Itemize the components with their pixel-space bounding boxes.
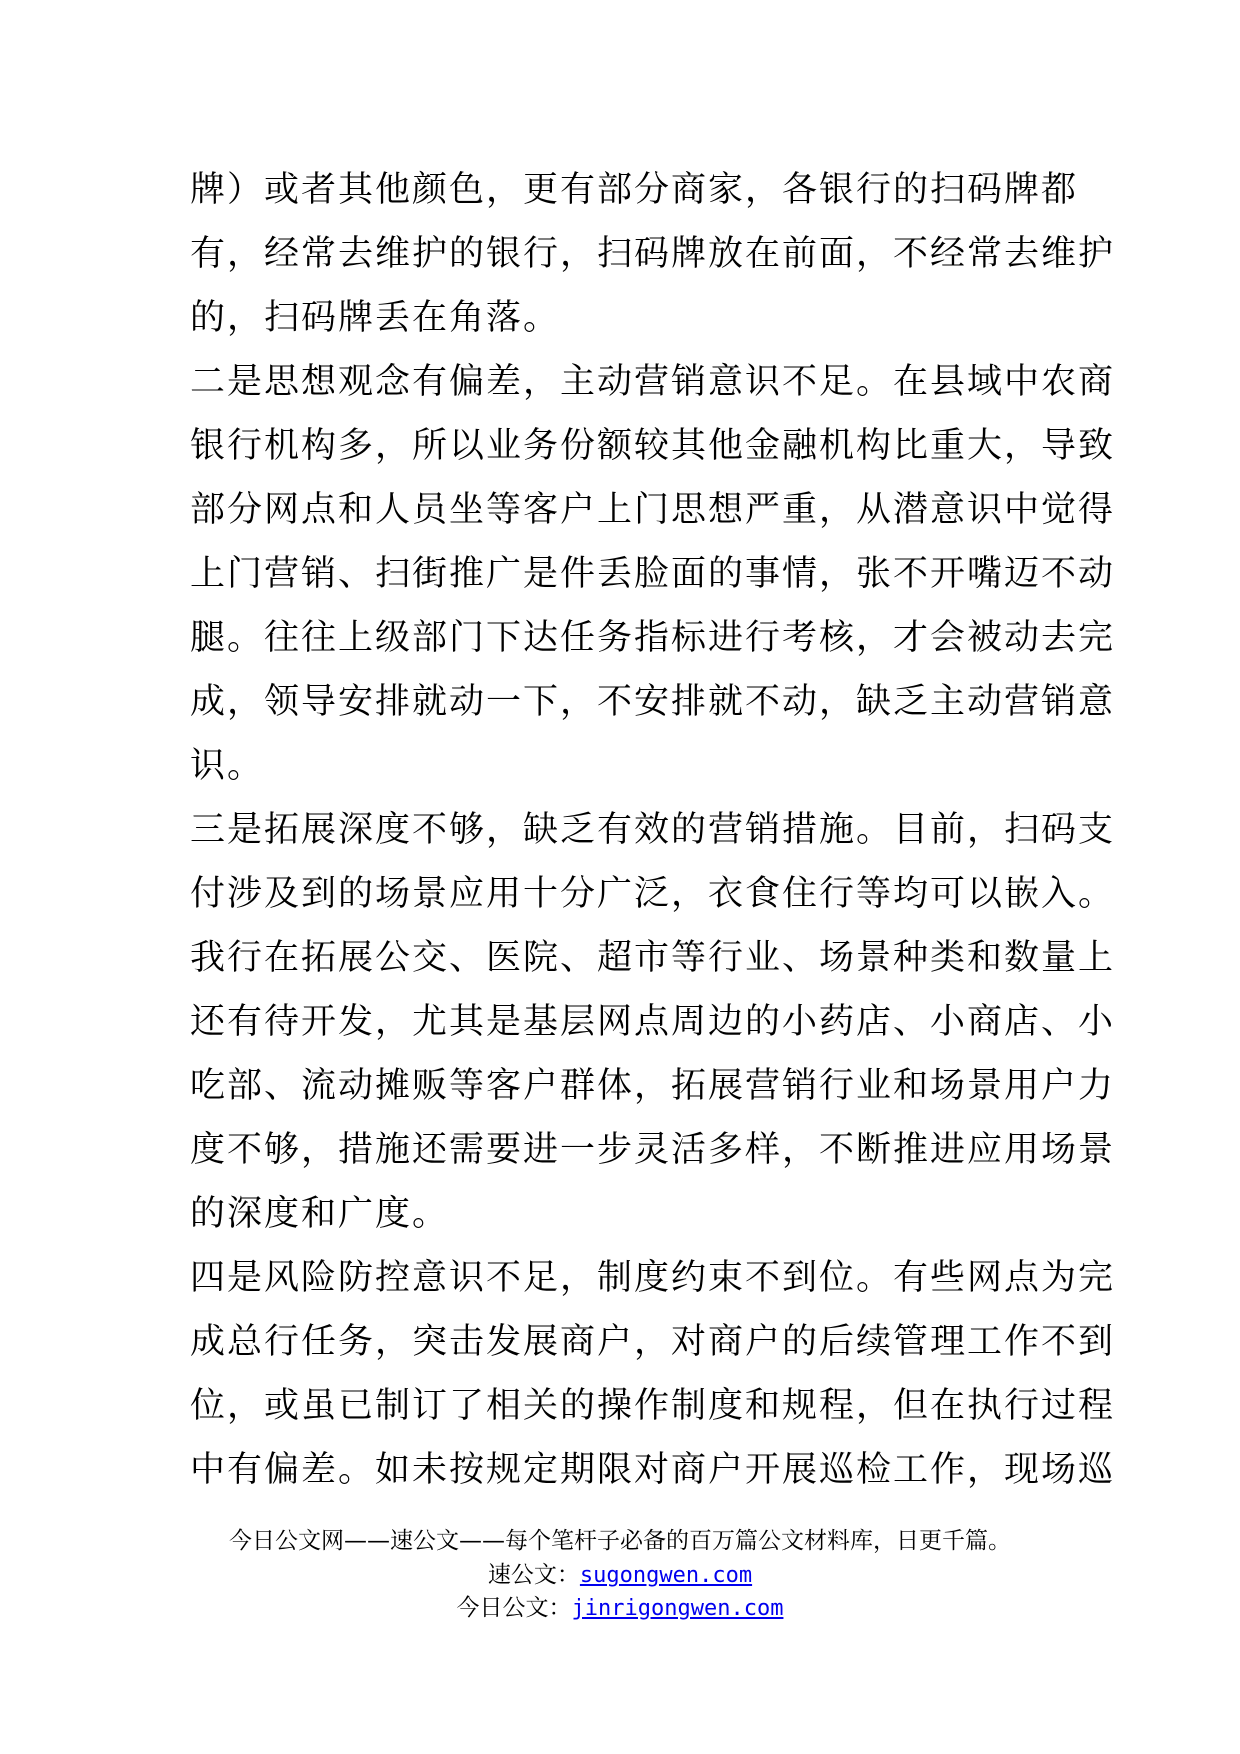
sugongwen-link[interactable]: sugongwen.com [579, 1563, 753, 1588]
footer-site-1-label: 速公文： [487, 1562, 580, 1588]
text-line: 位，或虽已制订了相关的操作制度和规程，但在执行过程 [190, 1386, 1116, 1426]
text-line: 成，领导安排就动一下，不安排就不动，缺乏主动营销意 [190, 682, 1116, 722]
text-line: 吃部、流动摊贩等客户群体，拓展营销行业和场景用户力 [190, 1066, 1116, 1106]
footer-site-2 [0, 1593, 1240, 1624]
text-line: 三是拓展深度不够，缺乏有效的营销措施。目前，扫码支 [190, 810, 1116, 850]
text-line: 银行机构多，所以业务份额较其他金融机构比重大，导致 [190, 426, 1116, 466]
text-line: 付涉及到的场景应用十分广泛，衣食住行等均可以嵌入。 [190, 874, 1116, 914]
text-line: 还有待开发，尤其是基层网点周边的小药店、小商店、小 [190, 1002, 1116, 1042]
text-line: 牌）或者其他颜色，更有部分商家，各银行的扫码牌都 [190, 170, 1079, 210]
footer-site-2-label: 今日公文： [456, 1595, 572, 1621]
text-line: 二是思想观念有偏差，主动营销意识不足。在县域中农商 [190, 362, 1116, 402]
text-line: 的深度和广度。 [190, 1194, 450, 1234]
text-line: 我行在拓展公交、医院、超市等行业、场景种类和数量上 [190, 938, 1116, 978]
footer-site-1 [0, 1560, 1240, 1591]
text-line: 有，经常去维护的银行，扫码牌放在前面，不经常去维护 [190, 234, 1116, 274]
text-line: 度不够，措施还需要进一步灵活多样，不断推进应用场景 [190, 1130, 1116, 1170]
text-line: 腿。往往上级部门下达任务指标进行考核，才会被动去完 [190, 618, 1116, 658]
text-line: 中有偏差。如未按规定期限对商户开展巡检工作，现场巡 [190, 1450, 1116, 1490]
text-line: 部分网点和人员坐等客户上门思想严重，从潜意识中觉得 [190, 490, 1116, 530]
text-line: 的，扫码牌丢在角落。 [190, 298, 561, 338]
text-line: 识。 [190, 746, 265, 786]
text-line: 上门营销、扫街推广是件丢脸面的事情，张不开嘴迈不动 [190, 554, 1116, 594]
footer-slogan: 今日公文网——速公文——每个笔杆子必备的百万篇公文材料库，日更千篇。 [229, 1528, 1011, 1554]
text-line: 成总行任务，突击发展商户，对商户的后续管理工作不到 [190, 1322, 1116, 1362]
body-text [190, 158, 1116, 1502]
text-line: 四是风险防控意识不足，制度约束不到位。有些网点为完 [190, 1258, 1116, 1298]
jinrigongwen-link[interactable]: jinrigongwen.com [571, 1596, 784, 1621]
